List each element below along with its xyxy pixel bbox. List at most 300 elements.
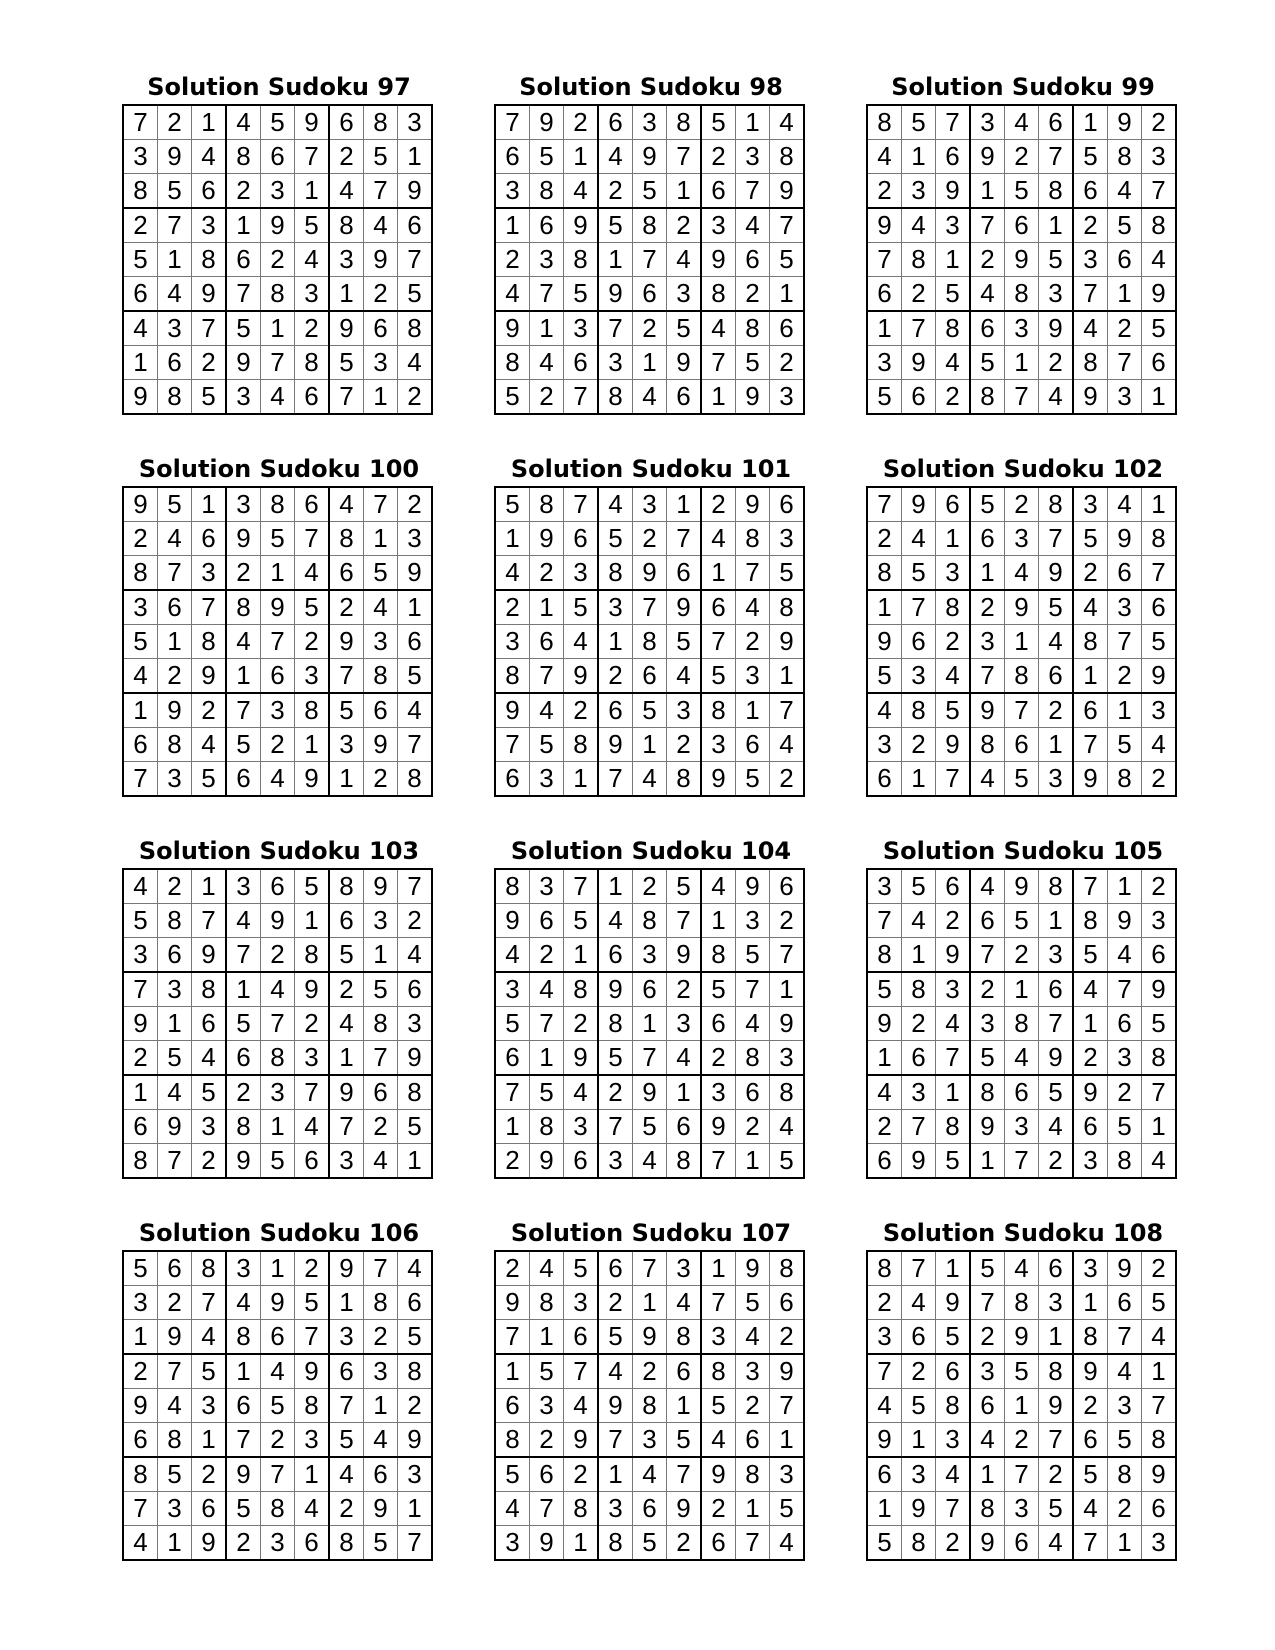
grid-row	[123, 556, 432, 591]
grid-row	[867, 1457, 1176, 1492]
grid-cell: 9	[770, 1354, 805, 1389]
grid-cell: 5	[226, 1007, 261, 1041]
grid-cell: 1	[633, 346, 667, 380]
grid-cell: 9	[295, 972, 330, 1007]
grid-cell: 4	[970, 762, 1005, 797]
grid-cell: 2	[398, 487, 433, 522]
grid-cell: 1	[192, 869, 227, 904]
grid-row	[495, 1492, 804, 1526]
grid-cell: 7	[1073, 1526, 1108, 1561]
grid-cell: 7	[667, 140, 702, 174]
grid-cell: 6	[495, 140, 530, 174]
grid-cell: 5	[970, 487, 1005, 522]
grid-cell: 1	[1073, 1286, 1108, 1320]
grid-cell: 9	[398, 556, 433, 591]
grid-cell: 8	[158, 1423, 192, 1458]
grid-cell: 1	[667, 1389, 702, 1423]
grid-cell: 9	[1142, 659, 1177, 694]
grid-cell: 4	[736, 208, 770, 243]
grid-row	[495, 938, 804, 973]
grid-cell: 2	[530, 556, 564, 591]
grid-cell: 8	[867, 1251, 902, 1286]
grid-cell: 4	[902, 208, 936, 243]
grid-cell: 5	[1073, 140, 1108, 174]
grid-cell: 7	[902, 311, 936, 346]
grid-cell: 2	[1108, 311, 1142, 346]
grid-cell: 8	[564, 1492, 599, 1526]
grid-cell: 1	[1142, 1354, 1177, 1389]
grid-row	[495, 380, 804, 415]
grid-cell: 9	[736, 869, 770, 904]
grid-cell: 4	[1108, 174, 1142, 209]
grid-cell: 7	[633, 1251, 667, 1286]
grid-cell: 3	[226, 1251, 261, 1286]
grid-cell: 1	[123, 1075, 158, 1110]
grid-cell: 4	[1039, 1110, 1074, 1144]
grid-cell: 9	[1142, 972, 1177, 1007]
grid-cell: 3	[226, 487, 261, 522]
grid-cell: 7	[261, 346, 295, 380]
grid-cell: 8	[398, 1354, 433, 1389]
grid-cell: 7	[701, 1144, 736, 1179]
grid-cell: 6	[564, 1144, 599, 1179]
grid-cell: 6	[736, 728, 770, 762]
grid-cell: 8	[902, 243, 936, 277]
grid-cell: 4	[1039, 1526, 1074, 1561]
grid-cell: 1	[495, 522, 530, 556]
grid-cell: 7	[192, 311, 227, 346]
grid-cell: 5	[530, 1075, 564, 1110]
grid-cell: 1	[1108, 869, 1142, 904]
grid-cell: 3	[902, 659, 936, 694]
grid-cell: 1	[295, 904, 330, 938]
grid-cell: 5	[226, 311, 261, 346]
grid-cell: 5	[970, 1041, 1005, 1076]
grid-cell: 5	[936, 1144, 971, 1179]
grid-cell: 9	[1039, 1041, 1074, 1076]
grid-row	[495, 1354, 804, 1389]
grid-cell: 5	[398, 277, 433, 312]
grid-cell: 5	[329, 693, 364, 728]
grid-cell: 3	[598, 1492, 633, 1526]
grid-cell: 8	[1039, 487, 1074, 522]
grid-cell: 3	[1039, 762, 1074, 797]
grid-cell: 4	[970, 869, 1005, 904]
grid-cell: 6	[1039, 659, 1074, 694]
grid-cell: 5	[667, 311, 702, 346]
grid-cell: 9	[736, 380, 770, 415]
grid-cell: 1	[701, 904, 736, 938]
grid-cell: 5	[736, 1286, 770, 1320]
grid-cell: 1	[364, 380, 398, 415]
grid-cell: 3	[261, 174, 295, 209]
grid-cell: 8	[633, 904, 667, 938]
grid-cell: 1	[1108, 693, 1142, 728]
grid-cell: 6	[970, 311, 1005, 346]
grid-row	[867, 277, 1176, 312]
grid-cell: 4	[295, 1110, 330, 1144]
grid-cell: 9	[1039, 1389, 1074, 1423]
grid-cell: 9	[736, 1251, 770, 1286]
grid-cell: 2	[261, 938, 295, 973]
grid-cell: 5	[495, 1457, 530, 1492]
grid-cell: 1	[261, 1251, 295, 1286]
grid-cell: 6	[158, 938, 192, 973]
grid-cell: 2	[633, 1354, 667, 1389]
grid-cell: 9	[495, 904, 530, 938]
grid-cell: 9	[495, 1286, 530, 1320]
grid-cell: 8	[329, 1526, 364, 1561]
grid-cell: 6	[902, 1320, 936, 1355]
grid-cell: 3	[598, 346, 633, 380]
grid-cell: 9	[736, 487, 770, 522]
grid-cell: 7	[598, 762, 633, 797]
grid-cell: 8	[1039, 869, 1074, 904]
grid-cell: 7	[902, 590, 936, 625]
grid-cell: 2	[867, 1110, 902, 1144]
grid-cell: 3	[192, 208, 227, 243]
grid-cell: 9	[364, 728, 398, 762]
grid-row	[867, 1041, 1176, 1076]
grid-cell: 8	[970, 380, 1005, 415]
grid-cell: 1	[495, 1354, 530, 1389]
grid-cell: 1	[329, 762, 364, 797]
grid-cell: 7	[261, 1007, 295, 1041]
grid-row	[495, 1320, 804, 1355]
grid-cell: 6	[1005, 1075, 1039, 1110]
grid-cell: 1	[261, 556, 295, 591]
grid-cell: 7	[1108, 972, 1142, 1007]
grid-cell: 1	[1142, 487, 1177, 522]
grid-cell: 9	[936, 1286, 971, 1320]
grid-cell: 5	[598, 208, 633, 243]
grid-cell: 3	[398, 1007, 433, 1041]
grid-cell: 7	[701, 346, 736, 380]
grid-cell: 6	[530, 625, 564, 659]
grid-cell: 7	[1039, 140, 1074, 174]
grid-cell: 9	[158, 1110, 192, 1144]
grid-cell: 2	[364, 1320, 398, 1355]
grid-cell: 7	[530, 1492, 564, 1526]
grid-cell: 4	[398, 1251, 433, 1286]
grid-cell: 8	[736, 1041, 770, 1076]
grid-cell: 4	[398, 938, 433, 973]
grid-cell: 3	[295, 1041, 330, 1076]
grid-cell: 1	[867, 1041, 902, 1076]
grid-cell: 8	[667, 1144, 702, 1179]
grid-row	[123, 1457, 432, 1492]
grid-cell: 6	[226, 1041, 261, 1076]
grid-cell: 1	[295, 174, 330, 209]
grid-cell: 5	[1005, 762, 1039, 797]
puzzle-title: Solution Sudoku 97	[147, 73, 411, 101]
grid-cell: 8	[1142, 208, 1177, 243]
grid-cell: 7	[936, 1041, 971, 1076]
grid-cell: 6	[295, 1144, 330, 1179]
grid-cell: 4	[158, 277, 192, 312]
grid-cell: 7	[530, 659, 564, 694]
grid-cell: 3	[1073, 487, 1108, 522]
grid-cell: 8	[970, 1075, 1005, 1110]
grid-cell: 6	[1005, 728, 1039, 762]
grid-cell: 9	[226, 1144, 261, 1179]
grid-cell: 8	[226, 1110, 261, 1144]
grid-cell: 5	[633, 1526, 667, 1561]
grid-cell: 1	[398, 1144, 433, 1179]
grid-cell: 4	[936, 1457, 971, 1492]
grid-row	[867, 1110, 1176, 1144]
grid-cell: 9	[123, 487, 158, 522]
grid-cell: 4	[158, 1389, 192, 1423]
grid-cell: 4	[598, 140, 633, 174]
grid-cell: 2	[1005, 938, 1039, 973]
grid-cell: 7	[329, 1110, 364, 1144]
grid-cell: 3	[736, 140, 770, 174]
grid-cell: 7	[495, 728, 530, 762]
grid-cell: 5	[192, 1075, 227, 1110]
grid-cell: 2	[936, 380, 971, 415]
grid-row	[867, 380, 1176, 415]
grid-cell: 6	[970, 522, 1005, 556]
grid-cell: 7	[867, 243, 902, 277]
grid-cell: 1	[867, 590, 902, 625]
grid-cell: 6	[736, 243, 770, 277]
grid-cell: 9	[867, 625, 902, 659]
grid-cell: 3	[1108, 1041, 1142, 1076]
grid-cell: 5	[329, 346, 364, 380]
grid-cell: 9	[495, 311, 530, 346]
grid-cell: 9	[633, 1075, 667, 1110]
grid-row	[495, 556, 804, 591]
grid-cell: 3	[295, 1423, 330, 1458]
grid-cell: 5	[192, 380, 227, 415]
grid-cell: 8	[770, 140, 805, 174]
grid-cell: 4	[192, 1041, 227, 1076]
grid-cell: 2	[564, 1007, 599, 1041]
grid-cell: 8	[1108, 1457, 1142, 1492]
grid-row	[495, 869, 804, 904]
grid-cell: 9	[1142, 277, 1177, 312]
grid-cell: 4	[598, 487, 633, 522]
grid-cell: 6	[770, 1286, 805, 1320]
grid-cell: 7	[495, 105, 530, 140]
grid-cell: 3	[1005, 1110, 1039, 1144]
grid-cell: 7	[633, 590, 667, 625]
grid-cell: 6	[364, 693, 398, 728]
sudoku-grid	[494, 104, 805, 415]
grid-cell: 7	[902, 1251, 936, 1286]
grid-cell: 7	[295, 140, 330, 174]
grid-cell: 4	[1108, 938, 1142, 973]
grid-cell: 9	[701, 762, 736, 797]
grid-cell: 4	[1142, 1144, 1177, 1179]
grid-cell: 6	[192, 1007, 227, 1041]
grid-cell: 9	[936, 728, 971, 762]
grid-cell: 9	[902, 1144, 936, 1179]
grid-row	[495, 140, 804, 174]
grid-cell: 1	[226, 972, 261, 1007]
grid-cell: 2	[261, 1423, 295, 1458]
grid-cell: 8	[770, 1251, 805, 1286]
grid-cell: 3	[564, 1110, 599, 1144]
grid-cell: 8	[1108, 1144, 1142, 1179]
grid-cell: 4	[770, 1526, 805, 1561]
grid-cell: 9	[1108, 105, 1142, 140]
grid-cell: 2	[736, 1389, 770, 1423]
grid-row	[867, 590, 1176, 625]
grid-cell: 5	[633, 174, 667, 209]
grid-cell: 6	[564, 346, 599, 380]
grid-cell: 1	[261, 311, 295, 346]
grid-cell: 6	[936, 140, 971, 174]
grid-cell: 6	[226, 1389, 261, 1423]
grid-cell: 4	[530, 972, 564, 1007]
grid-cell: 2	[633, 311, 667, 346]
grid-cell: 7	[736, 972, 770, 1007]
grid-cell: 3	[701, 1320, 736, 1355]
grid-cell: 5	[736, 762, 770, 797]
grid-cell: 4	[867, 1075, 902, 1110]
grid-row	[123, 243, 432, 277]
puzzle-title: Solution Sudoku 105	[882, 837, 1164, 865]
grid-row	[123, 208, 432, 243]
grid-cell: 9	[598, 277, 633, 312]
grid-cell: 7	[329, 1389, 364, 1423]
grid-cell: 7	[261, 625, 295, 659]
grid-cell: 3	[1039, 277, 1074, 312]
grid-cell: 2	[192, 346, 227, 380]
grid-cell: 8	[633, 1389, 667, 1423]
grid-row	[867, 1251, 1176, 1286]
grid-cell: 6	[1073, 174, 1108, 209]
grid-cell: 1	[564, 762, 599, 797]
grid-cell: 5	[158, 487, 192, 522]
grid-cell: 4	[123, 311, 158, 346]
grid-cell: 2	[530, 938, 564, 973]
grid-cell: 7	[1073, 277, 1108, 312]
grid-cell: 6	[667, 380, 702, 415]
grid-cell: 2	[226, 174, 261, 209]
grid-cell: 2	[364, 277, 398, 312]
grid-row	[123, 972, 432, 1007]
grid-cell: 9	[1005, 590, 1039, 625]
grid-cell: 2	[1005, 487, 1039, 522]
grid-row	[495, 728, 804, 762]
puzzle-title: Solution Sudoku 101	[510, 455, 792, 483]
grid-cell: 6	[329, 556, 364, 591]
grid-cell: 7	[667, 522, 702, 556]
grid-cell: 8	[295, 693, 330, 728]
grid-cell: 2	[295, 311, 330, 346]
grid-cell: 2	[667, 728, 702, 762]
grid-cell: 5	[398, 1110, 433, 1144]
grid-row	[495, 1286, 804, 1320]
grid-row	[123, 904, 432, 938]
grid-cell: 8	[902, 1526, 936, 1561]
grid-cell: 9	[530, 105, 564, 140]
grid-cell: 3	[701, 208, 736, 243]
grid-cell: 6	[1039, 1251, 1074, 1286]
grid-cell: 2	[123, 1041, 158, 1076]
grid-cell: 6	[770, 487, 805, 522]
grid-cell: 4	[1142, 243, 1177, 277]
grid-cell: 7	[1005, 1144, 1039, 1179]
grid-cell: 8	[1039, 1354, 1074, 1389]
grid-cell: 3	[701, 1075, 736, 1110]
grid-cell: 8	[667, 105, 702, 140]
grid-cell: 5	[1073, 1457, 1108, 1492]
grid-cell: 7	[633, 243, 667, 277]
grid-cell: 8	[667, 1320, 702, 1355]
sudoku-puzzle	[866, 834, 1180, 1179]
sudoku-grid	[866, 868, 1177, 1179]
grid-row	[123, 522, 432, 556]
grid-cell: 8	[398, 1075, 433, 1110]
puzzle-title: Solution Sudoku 100	[138, 455, 420, 483]
grid-cell: 8	[1142, 1041, 1177, 1076]
grid-cell: 4	[667, 659, 702, 694]
grid-cell: 5	[364, 140, 398, 174]
sudoku-grid	[494, 486, 805, 797]
grid-cell: 8	[530, 487, 564, 522]
grid-cell: 5	[598, 522, 633, 556]
grid-cell: 1	[970, 556, 1005, 591]
grid-cell: 7	[329, 659, 364, 694]
grid-row	[867, 972, 1176, 1007]
grid-cell: 3	[530, 762, 564, 797]
grid-cell: 6	[295, 380, 330, 415]
grid-cell: 8	[398, 762, 433, 797]
grid-cell: 1	[770, 972, 805, 1007]
grid-cell: 6	[123, 1423, 158, 1458]
grid-cell: 7	[770, 693, 805, 728]
grid-row	[495, 243, 804, 277]
grid-cell: 8	[192, 972, 227, 1007]
sudoku-puzzle	[122, 1216, 436, 1561]
grid-cell: 2	[1142, 1251, 1177, 1286]
grid-cell: 1	[598, 243, 633, 277]
grid-cell: 6	[1142, 938, 1177, 973]
grid-cell: 9	[261, 208, 295, 243]
grid-cell: 8	[701, 277, 736, 312]
grid-cell: 1	[329, 1041, 364, 1076]
grid-cell: 4	[192, 1320, 227, 1355]
grid-cell: 4	[1073, 590, 1108, 625]
grid-cell: 4	[1005, 1251, 1039, 1286]
grid-cell: 9	[530, 522, 564, 556]
grid-cell: 1	[1039, 208, 1074, 243]
grid-cell: 9	[398, 174, 433, 209]
grid-cell: 9	[192, 659, 227, 694]
grid-cell: 8	[1005, 277, 1039, 312]
grid-cell: 2	[770, 1320, 805, 1355]
grid-cell: 5	[736, 346, 770, 380]
grid-cell: 4	[329, 174, 364, 209]
grid-cell: 8	[1073, 625, 1108, 659]
grid-cell: 4	[329, 1457, 364, 1492]
grid-row	[495, 208, 804, 243]
grid-cell: 2	[902, 728, 936, 762]
grid-row	[495, 1007, 804, 1041]
grid-cell: 4	[1073, 972, 1108, 1007]
grid-cell: 4	[564, 1075, 599, 1110]
grid-cell: 1	[667, 1075, 702, 1110]
grid-cell: 1	[530, 1041, 564, 1076]
grid-row	[495, 972, 804, 1007]
grid-cell: 5	[158, 1457, 192, 1492]
grid-cell: 3	[736, 659, 770, 694]
grid-cell: 9	[364, 243, 398, 277]
